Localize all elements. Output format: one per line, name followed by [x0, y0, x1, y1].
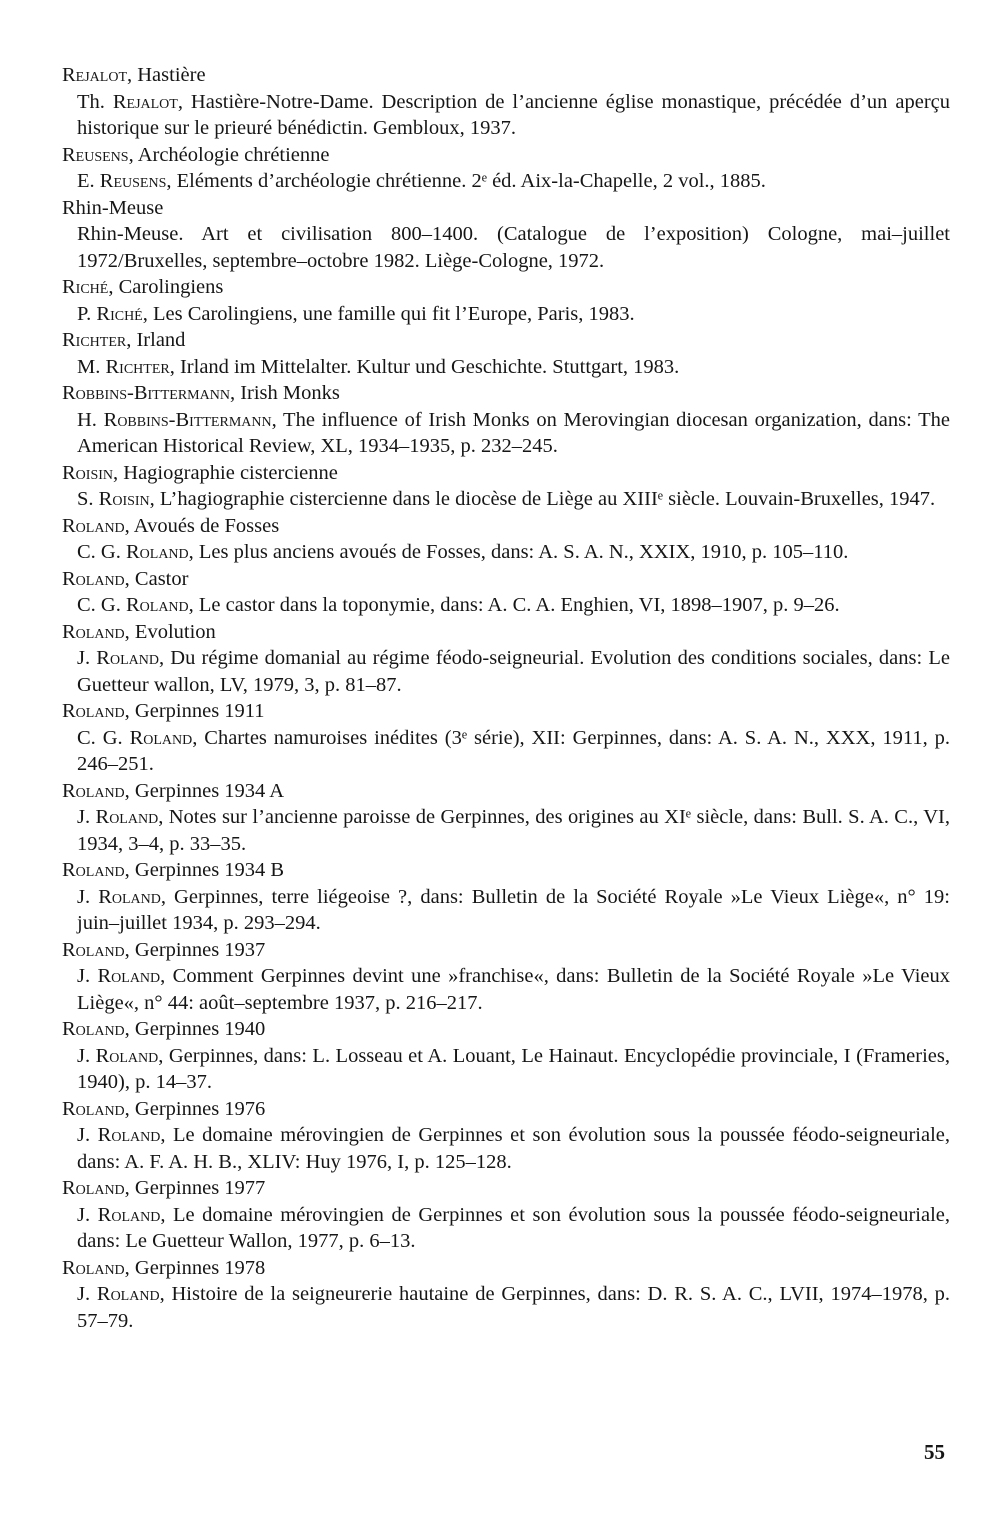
heading-author: Roland: [62, 1018, 125, 1040]
entry-heading: [62, 698, 950, 725]
heading-short-title: , Archéologie chrétienne: [128, 143, 330, 166]
heading-short-title: , Hastière: [127, 64, 206, 86]
entry-heading: [62, 778, 950, 805]
reference-author: Roland: [97, 1203, 161, 1226]
entry-heading: [62, 566, 950, 593]
entry-heading: [62, 195, 950, 222]
bibliography-entry: [62, 274, 950, 327]
entry-reference: [62, 1281, 950, 1334]
reference-author: Richter: [105, 355, 170, 378]
heading-short-title: , Gerpinnes 1976: [124, 1097, 266, 1120]
entry-reference: [62, 89, 950, 142]
heading-author: Roland: [62, 779, 125, 802]
bibliography-entry: [62, 1175, 950, 1255]
heading-author: Roland: [62, 1097, 125, 1120]
entry-heading: [62, 619, 950, 646]
reference-text: , The influence of Irish Monks on Merovingian diocesan organization, dans: The American Historical Review, XL, 1934–1935, p. 232–245.: [77, 408, 950, 457]
page-number: 55: [924, 1440, 945, 1464]
reference-text: , Irland im Mittelalter. Kultur und Geschichte. Stuttgart, 1983.: [169, 355, 680, 378]
reference-text: , Du régime domanial au régime féodo-seigneurial. Evolution des conditions sociales, dans: Le Guetteur wallon, LV, 1979, 3, p. 81–87.: [77, 647, 950, 696]
bibliography-entry: [62, 1016, 950, 1096]
entry-heading: [62, 62, 950, 89]
entry-heading: [62, 937, 950, 964]
heading-author: Roland: [62, 620, 125, 643]
reference-text: , Notes sur l’ancienne paroisse de Gerpinnes, des origines au XIᵉ siècle, dans: Bull. S. A. C., VI, 1934, 3–4, p. 33–35.: [77, 806, 951, 855]
entry-reference: [62, 804, 950, 857]
reference-author: Roland: [97, 965, 161, 987]
reference-text: , Comment Gerpinnes devint une »franchise«, dans: Bulletin de la Société Royale »Le Vieux Liège«, n° 44: août–septembre 1937, p. 216–217.: [77, 965, 950, 1014]
entry-reference: [62, 539, 950, 566]
reference-text: , Gerpinnes, dans: L. Losseau et A. Louant, Le Hainaut. Encyclopédie provinciale, I (Frameries, 1940), p. 14–37.: [77, 1044, 950, 1093]
reference-author: Roland: [97, 1124, 161, 1146]
reference-author: Roland: [98, 885, 161, 908]
reference-text: , Chartes namuroises inédites (3ᵉ série), XII: Gerpinnes, dans: A. S. A. N., XXX, 1911, p. 246–251.: [77, 726, 951, 775]
heading-short-title: , Gerpinnes 1977: [124, 1177, 266, 1199]
heading-author: Reusens: [62, 143, 129, 166]
bibliography-entry: [62, 195, 950, 275]
reference-author: Roland: [125, 594, 189, 616]
entry-reference: [62, 725, 950, 778]
bibliography-entry: [62, 62, 950, 142]
reference-text: , Eléments d’archéologie chrétienne. 2ᵉ éd. Aix-la-Chapelle, 2 vol., 1885.: [166, 170, 766, 192]
reference-initials: H.: [77, 408, 104, 431]
reference-author: Roland: [96, 1283, 160, 1305]
heading-author: Rejalot: [62, 64, 127, 86]
reference-text: , Histoire de la seigneurerie hautaine de Gerpinnes, dans: D. R. S. A. C., LVII, 1974–1978, p. 57–79.: [77, 1283, 950, 1332]
reference-initials: P.: [77, 302, 97, 325]
bibliography-entry: [62, 327, 950, 380]
heading-author: Riché: [62, 276, 109, 298]
entry-heading: [62, 142, 950, 169]
reference-text: , Le domaine mérovingien de Gerpinnes et son évolution sous la poussée féodo-seigneuriale, dans: Le Guetteur Wallon, 1977, p. 6–13.: [77, 1203, 950, 1252]
reference-author: Reusens: [99, 170, 167, 192]
heading-short-title: , Gerpinnes 1937: [124, 938, 266, 961]
entry-reference: [62, 592, 950, 619]
reference-initials: C. G.: [77, 594, 126, 616]
entry-reference: [62, 1043, 950, 1096]
reference-text: , Le domaine mérovingien de Gerpinnes et son évolution sous la poussée féodo-seigneuriale, dans: A. F. A. H. B., XLIV: Huy 1976, I, p. 125–128.: [77, 1124, 950, 1173]
reference-author: Roland: [95, 806, 159, 828]
bibliography-entry: [62, 857, 950, 937]
entry-heading: [62, 380, 950, 407]
entry-heading: [62, 1096, 950, 1123]
bibliography-entry: [62, 142, 950, 195]
reference-author: Roisin: [98, 488, 150, 510]
heading-author: Roland: [62, 1256, 125, 1279]
reference-author: Roland: [95, 1044, 159, 1067]
entry-heading: [62, 1255, 950, 1282]
bibliography-entry: [62, 1096, 950, 1176]
heading-author: Roland: [62, 700, 125, 722]
entry-heading: [62, 1016, 950, 1043]
entry-heading: [62, 513, 950, 540]
bibliography-entry: [62, 380, 950, 460]
entry-heading: [62, 857, 950, 884]
bibliography-list: [62, 62, 950, 1334]
heading-author: Roland: [62, 1177, 125, 1199]
reference-text: , Gerpinnes, terre liégeoise ?, dans: Bulletin de la Société Royale »Le Vieux Liège«, n° 19: juin–juillet 1934, p. 293–294.: [77, 885, 951, 934]
heading-short-title: , Gerpinnes 1978: [124, 1256, 266, 1279]
heading-short-title: , Irland: [126, 329, 186, 351]
reference-text: , Les Carolingiens, une famille qui fit l’Europe, Paris, 1983.: [142, 302, 635, 325]
heading-short-title: , Castor: [124, 567, 189, 590]
entry-heading: [62, 327, 950, 354]
heading-short-title: , Irish Monks: [229, 382, 340, 404]
bibliography-entry: [62, 566, 950, 619]
reference-initials: J.: [77, 647, 97, 669]
bibliography-entry: [62, 619, 950, 699]
reference-text: , L’hagiographie cistercienne dans le diocèse de Liège au XIIIᵉ siècle. Louvain-Bruxelles, 1947.: [149, 488, 936, 510]
reference-initials: E.: [77, 170, 100, 192]
heading-author: Robbins-Bittermann: [62, 382, 230, 404]
heading-short-title: , Gerpinnes 1911: [124, 700, 265, 722]
entry-reference: [62, 963, 950, 1016]
reference-initials: C. G.: [77, 726, 130, 749]
bibliography-entry: [62, 778, 950, 858]
bibliography-entry: [62, 1255, 950, 1335]
entry-reference: [62, 301, 950, 328]
entry-reference: [62, 354, 950, 381]
heading-author: Roland: [62, 514, 125, 537]
heading-short-title: , Avoués de Fosses: [124, 514, 280, 537]
entry-reference: [62, 645, 950, 698]
reference-text: Rhin-Meuse. Art et civilisation 800–1400. (Catalogue de l’exposition) Cologne, mai–juillet 1972/Bruxelles, septembre–octobre 1982. Liège-Cologne, 1972.: [77, 223, 950, 272]
reference-initials: J.: [77, 965, 98, 987]
entries-container: [62, 62, 950, 1334]
reference-initials: M.: [77, 355, 106, 378]
reference-initials: Th.: [77, 90, 113, 113]
heading-short-title: , Gerpinnes 1934 A: [124, 779, 285, 802]
entry-reference: [62, 1202, 950, 1255]
reference-initials: J.: [77, 1044, 96, 1067]
reference-initials: J.: [77, 806, 96, 828]
bibliography-entry: [62, 460, 950, 513]
reference-author: Roland: [125, 541, 189, 563]
reference-initials: C. G.: [77, 541, 126, 563]
heading-short-title: , Gerpinnes 1934 B: [124, 859, 285, 881]
reference-initials: J.: [77, 1124, 98, 1146]
heading-author: Roland: [62, 859, 125, 881]
bibliography-entry: [62, 937, 950, 1017]
reference-initials: S.: [77, 488, 99, 510]
reference-initials: J.: [77, 885, 99, 908]
heading-author: Richter: [62, 329, 127, 351]
entry-heading: [62, 1175, 950, 1202]
heading-author: Roland: [62, 938, 125, 961]
entry-reference: [62, 884, 950, 937]
heading-short-title: , Carolingiens: [108, 276, 224, 298]
entry-heading: [62, 274, 950, 301]
reference-author: Riché: [96, 302, 143, 325]
reference-author: Roland: [96, 647, 159, 669]
reference-initials: J.: [77, 1203, 98, 1226]
entry-reference: [62, 221, 950, 274]
entry-reference: [62, 168, 950, 195]
reference-author: Roland: [129, 726, 193, 749]
entry-reference: [62, 486, 950, 513]
entry-heading: [62, 460, 950, 487]
bibliography-entry: [62, 698, 950, 778]
entry-reference: [62, 407, 950, 460]
heading-author: Roland: [62, 567, 125, 590]
entry-reference: [62, 1122, 950, 1175]
bibliography-entry: [62, 513, 950, 566]
reference-text: , Hastière-Notre-Dame. Description de l’ancienne église monastique, précédée d’un aperçu historique sur le prieuré bénédictin. Gembloux, 1937.: [77, 90, 950, 139]
heading-author: Roisin: [62, 461, 114, 484]
reference-initials: J.: [77, 1283, 97, 1305]
heading-short-title: , Hagiographie cistercienne: [113, 461, 338, 484]
reference-author: Rejalot: [112, 90, 178, 113]
heading-short-title: Rhin-Meuse: [62, 196, 164, 219]
heading-short-title: , Evolution: [124, 620, 216, 643]
reference-text: , Les plus anciens avoués de Fosses, dans: A. S. A. N., XXIX, 1910, p. 105–110.: [188, 541, 849, 563]
heading-short-title: , Gerpinnes 1940: [124, 1018, 266, 1040]
reference-text: , Le castor dans la toponymie, dans: A. C. A. Enghien, VI, 1898–1907, p. 9–26.: [188, 594, 840, 616]
reference-author: Robbins-Bittermann: [103, 408, 272, 431]
